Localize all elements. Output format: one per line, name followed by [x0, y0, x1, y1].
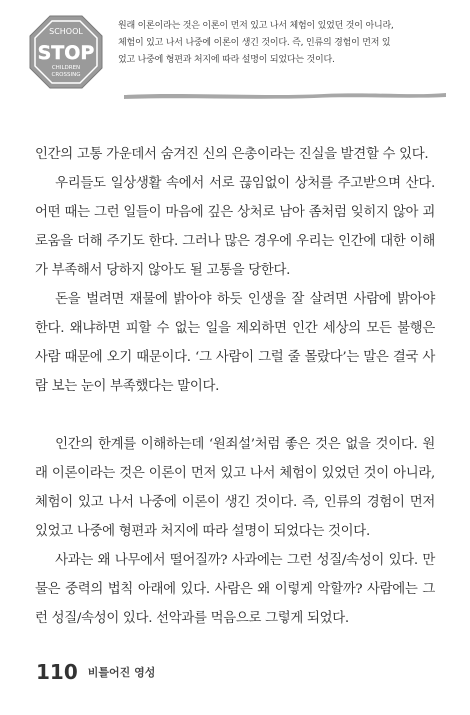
school-stop-badge-icon — [28, 14, 104, 90]
body-text — [35, 140, 435, 633]
paragraph: 인간의 고통 가운데서 숨겨진 신의 은총이라는 진실을 발견할 수 있다. — [35, 147, 429, 162]
paragraph: 돈을 벌려면 재물에 밝아야 하듯 인생을 잘 살려면 사람에 밝아야 한다. 왜냐하면 피할 수 없는 일을 제외하면 인간 세상의 모든 불행은 사람 때문에 오기 때문이다. ‘그 사람이 그럴 줄 몰랐다’는 말은 결국 사람 보는 눈이 부족했다는 말이다. — [35, 292, 435, 394]
page-footer — [36, 657, 436, 687]
badge-main-text: STOP — [37, 42, 95, 64]
badge-bottom-text-2: CROSSING — [51, 72, 81, 78]
badge-bottom-text-1: CHILDREN — [51, 65, 81, 71]
running-title: 비틀어진 영성 — [87, 666, 156, 679]
paragraph: 인간의 한계를 이해하는데 ‘원죄설’처럼 좋은 것은 없을 것이다. 원래 이론이라는 것은 이론이 먼저 있고 나서 체험이 있었던 것이 아니라, 체험이 있고 나서 나중에 이론이 생긴 것이다. 즉, 인류의 경험이 먼저 있었고 나중에 형편과 처지에 따라 설명이 되었다는 것이다. — [35, 437, 435, 539]
sidebar-note — [28, 10, 446, 98]
brush-underline — [124, 88, 446, 100]
badge-top-text: SCHOOL — [49, 27, 83, 36]
sidebar-note-text — [118, 18, 444, 69]
note-line: 체험이 있고 나서 나중에 이론이 생긴 것이다. 즉, 인류의 경험이 먼저 있 — [118, 38, 391, 48]
note-line: 원래 이론이라는 것은 이론이 먼저 있고 나서 체험이 있었던 것이 아니라, — [118, 21, 394, 31]
paragraph: 우리들도 일상생활 속에서 서로 끊임없이 상처를 주고받으며 산다. 어떤 때는 그런 일들이 마음에 깊은 상처로 남아 좀처럼 잊히지 않아 괴로움을 더해 주기도 한다. 그러나 많은 경우에 우리는 인간에 대한 이해가 부족해서 당하지 않아도 될 고통을 당한다. — [35, 176, 435, 278]
paragraph: 사과는 왜 나무에서 떨어질까? 사과에는 그런 성질/속성이 있다. 만물은 중력의 법칙 아래에 있다. 사람은 왜 이렇게 악할까? 사람에는 그런 성질/속성이 있다. 선악과를 먹음으로 그렇게 되었다. — [35, 553, 435, 626]
page-number: 110 — [36, 660, 78, 684]
note-line: 었고 나중에 형편과 처지에 따라 설명이 되었다는 것이다. — [118, 55, 335, 65]
